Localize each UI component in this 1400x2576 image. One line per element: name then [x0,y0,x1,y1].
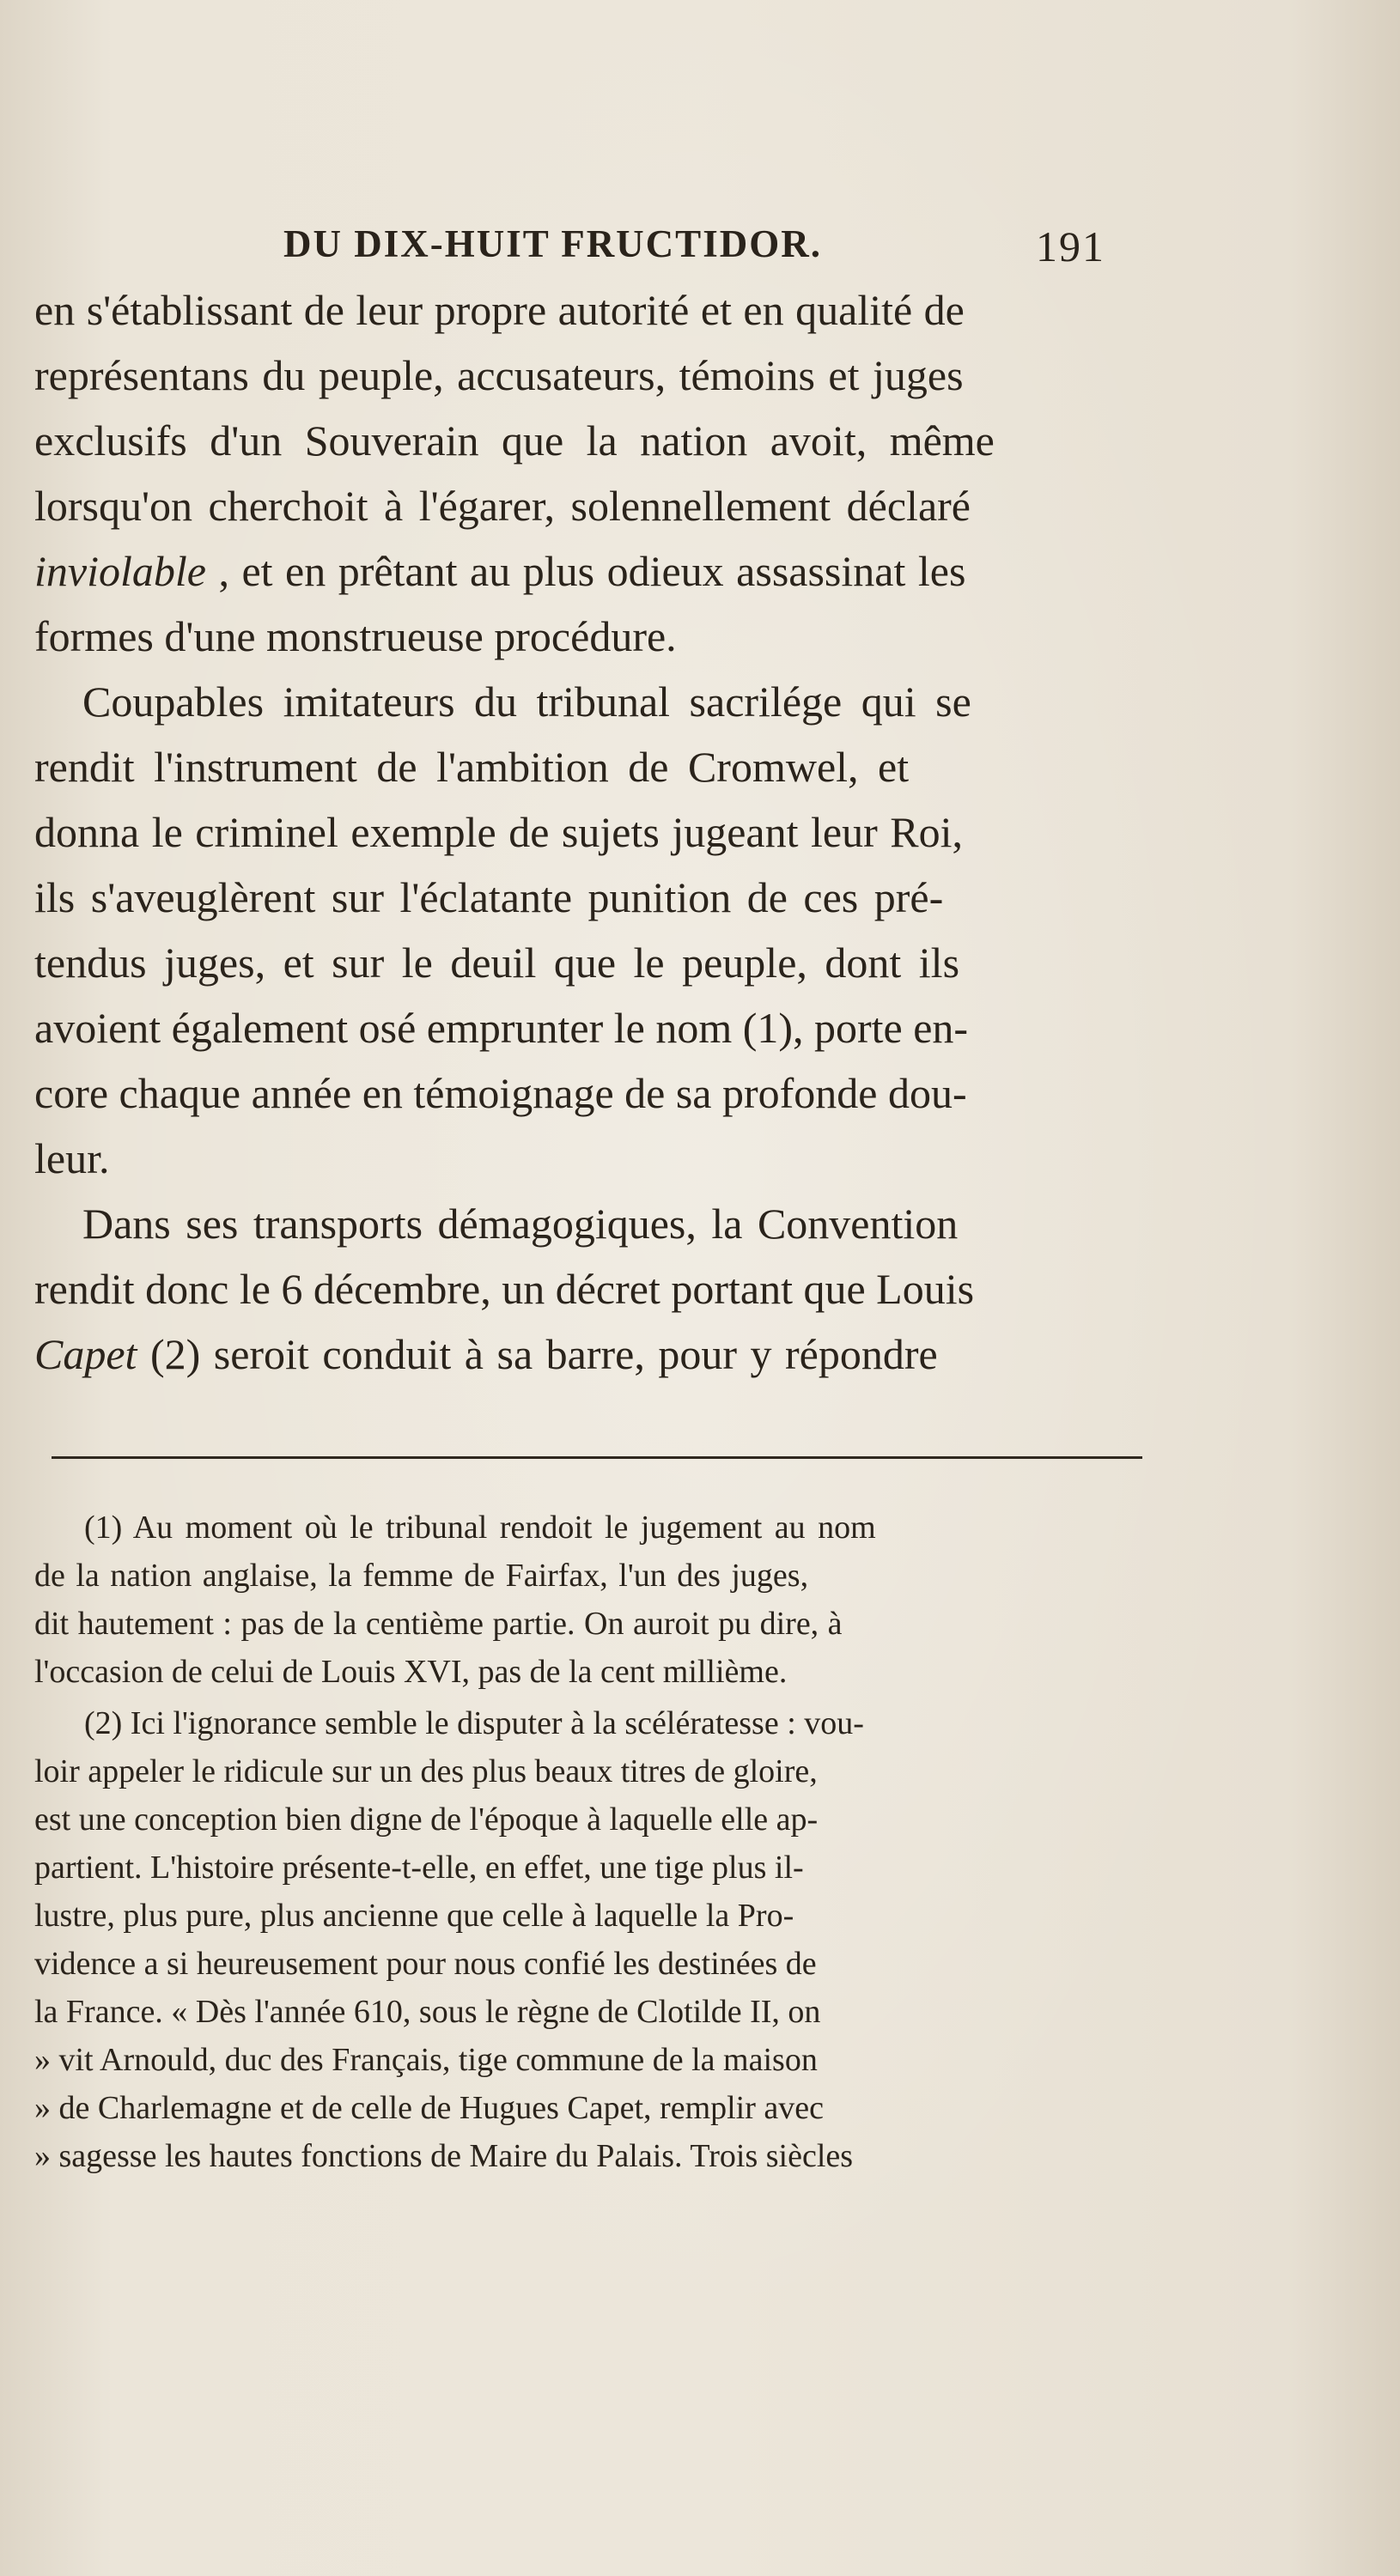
page-number: 191 [1036,222,1105,270]
footnote-line: (1) Au moment où le tribunal rendoit le jugement au nom [84,1510,876,1546]
body-line: rendit l'instrument de l'ambition de Cromwel, et [34,743,910,791]
body-text-run: (2) seroit conduit à sa barre, pour y répondre [137,1330,938,1378]
body-line: donna le criminel exemple de sujets jugeant leur Roi, [34,808,963,856]
footnote-line: l'occasion de celui de Louis XVI, pas de la cent millième. [34,1654,788,1690]
footnote-line: de la nation anglaise, la femme de Fairfax, l'un des juges, [34,1558,809,1594]
footnote-line: » sagesse les hautes fonctions de Maire du Palais. Trois siècles [34,2138,854,2174]
body-line: Coupables imitateurs du tribunal sacrilége qui se [82,677,971,726]
body-line: formes d'une monstrueuse procédure. [34,612,677,660]
body-line: ils s'aveuglèrent sur l'éclatante punition de ces pré- [34,873,944,921]
body-line: leur. [34,1134,110,1182]
body-text-run: , et en prêtant au plus odieux assassinat les [205,547,966,595]
running-head [0,222,1400,273]
body-italic: Capet [34,1330,137,1378]
body-line: avoient également osé emprunter le nom (1), porte en- [34,1004,969,1052]
body-line: représentans du peuple, accusateurs, témoins et juges [34,351,964,399]
footnote-line: » de Charlemagne et de celle de Hugues Capet, remplir avec [34,2090,824,2126]
body-line: tendus juges, et sur le deuil que le peuple, dont ils [34,939,960,987]
body-line: rendit donc le 6 décembre, un décret portant que Louis [34,1265,975,1313]
running-title: DU DIX-HUIT FRUCTIDOR. [283,222,822,265]
footnote-line: lustre, plus pure, plus ancienne que celle à laquelle la Pro- [34,1898,794,1934]
footnote-line: est une conception bien digne de l'époque à laquelle elle ap- [34,1801,819,1838]
body-italic: inviolable [34,547,206,595]
body-line: en s'établissant de leur propre autorité et en qualité de [34,286,965,334]
footnote-line: » vit Arnould, duc des Français, tige commune de la maison [34,2042,818,2078]
body-line: core chaque année en témoignage de sa profonde dou- [34,1069,967,1117]
footnote-line: vidence a si heureusement pour nous confié les destinées de [34,1946,817,1982]
footnote-line: dit hautement : pas de la centième partie. On auroit pu dire, à [34,1606,843,1642]
footnote-rule [52,1456,1142,1459]
body-line: lorsqu'on cherchoit à l'égarer, solennellement déclaré [34,482,971,530]
footnote-line: (2) Ici l'ignorance semble le disputer à la scélératesse : vou- [84,1705,864,1741]
body-line: Dans ses transports démagogiques, la Convention [82,1200,959,1248]
body-line [34,547,966,595]
footnote-line: loir appeler le ridicule sur un des plus beaux titres de gloire, [34,1753,818,1789]
body-line [34,1330,938,1378]
footnote-line: la France. « Dès l'année 610, sous le règne de Clotilde II, on [34,1994,821,2030]
body-line: exclusifs d'un Souverain que la nation avoit, même [34,416,995,465]
footnote-line: partient. L'histoire présente-t-elle, en effet, une tige plus il- [34,1850,804,1886]
